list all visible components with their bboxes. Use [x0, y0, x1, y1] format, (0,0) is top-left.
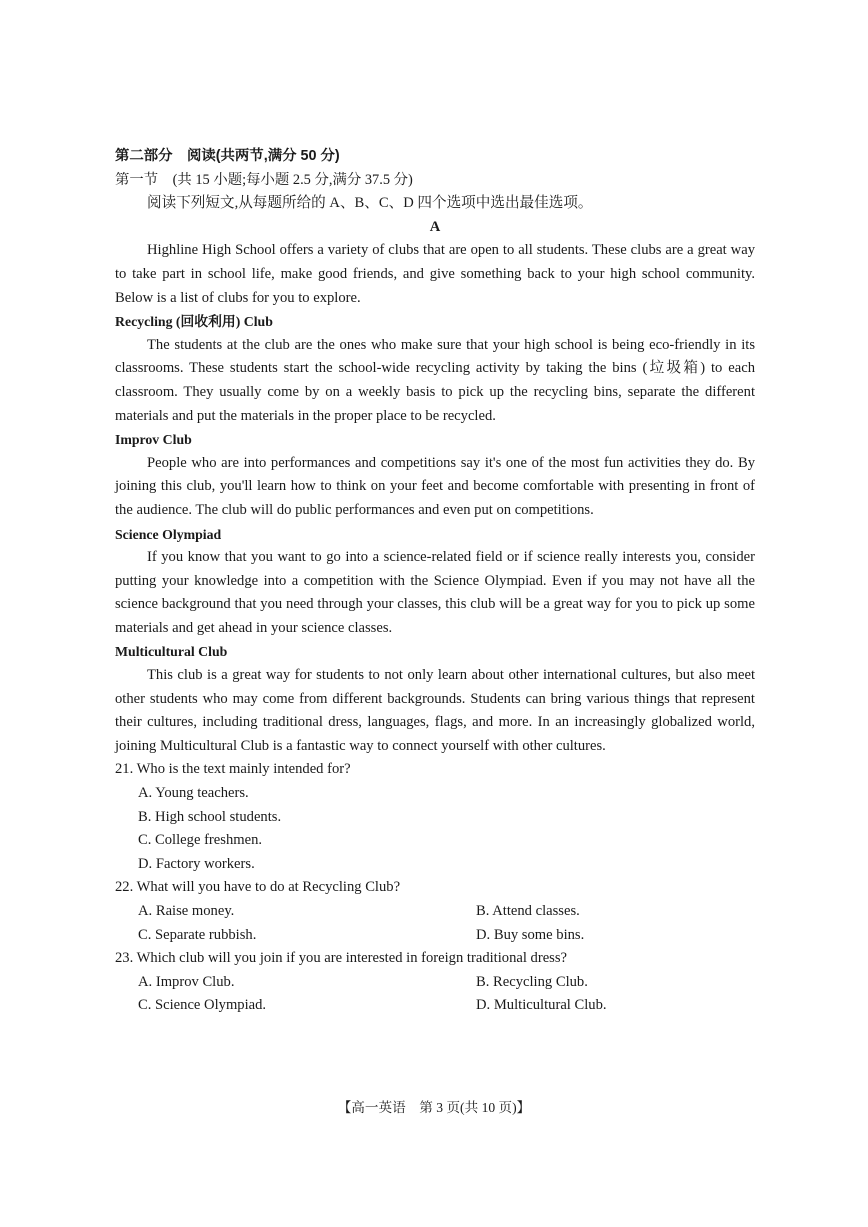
question-22-option-a: A. Raise money. — [138, 903, 235, 919]
club-heading-recycling: Recycling (回收利用) Club — [115, 314, 273, 330]
club-text-multicultural: This club is a great way for students to not only learn about other international cultures, but also meet other students who may come from different backgrounds. Students can bring various things that represent their cultures, including traditional dress, languages, flags, and more. In an increasingly globalized world, joining Multicultural Club is a fantastic way to connect yourself with other cultures. — [115, 667, 755, 754]
exam-page — [115, 145, 755, 1018]
club-text-science-olympiad: If you know that you want to go into a science-related field or if science really interests you, consider putting your knowledge into a competition with the Science Olympiad. Even if you may not have all the science background that you need through your classes, this club will be a great way for you to pick up some materials and get ahead in your science classes. — [115, 549, 755, 636]
question-21-option-d: D. Factory workers. — [138, 855, 255, 872]
question-22-option-d: D. Buy some bins. — [476, 926, 585, 943]
question-23-option-b: B. Recycling Club. — [476, 973, 588, 990]
passage-letter: A — [429, 218, 441, 235]
question-23-options-row-2 — [115, 994, 755, 1018]
question-22-stem: 22. What will you have to do at Recycling Club? — [115, 879, 401, 896]
question-23-options-row-1 — [115, 971, 755, 995]
question-23-stem: 23. Which club will you join if you are interested in foreign traditional dress? — [115, 950, 568, 967]
question-21-option-c: C. College freshmen. — [138, 832, 263, 849]
question-23-option-a: A. Improv Club. — [138, 973, 235, 990]
question-21-stem: 21. Who is the text mainly intended for? — [115, 761, 351, 778]
club-heading-science-olympiad: Science Olympiad — [115, 526, 222, 542]
part-title: 第二部分 阅读(共两节,满分 50 分) — [115, 148, 340, 164]
club-heading-multicultural: Multicultural Club — [115, 644, 228, 660]
instruction-text: 阅读下列短文,从每题所给的 A、B、C、D 四个选项中选出最佳选项。 — [147, 195, 593, 212]
question-22-option-b: B. Attend classes. — [476, 903, 580, 919]
club-text-improv: People who are into performances and competitions say it's one of the most fun activities they do. By joining this club, you'll learn how to think on your feet and become comfortable with presenting in front of the audience. The club will do public performances and even put on competitions. — [115, 454, 755, 518]
question-21-option-a: A. Young teachers. — [138, 785, 249, 802]
question-21-option-b: B. High school students. — [138, 808, 282, 825]
question-23-option-c: C. Science Olympiad. — [138, 997, 267, 1014]
section-title: 第一节 (共 15 小题;每小题 2.5 分,满分 37.5 分) — [115, 171, 413, 188]
question-22-option-c: C. Separate rubbish. — [138, 926, 257, 943]
club-heading-improv: Improv Club — [115, 432, 192, 448]
club-text-recycling: The students at the club are the ones who make sure that your high school is being eco-friendly in its classrooms. These students start the school-wide recycling activity by taking the bins (垃圾箱) to each classroom. They usually come by on a weekly basis to pick up the recycling bins, separate the different materials and put the materials in the proper place to be recycled. — [115, 336, 755, 424]
passage-intro: Highline High School offers a variety of clubs that are open to all students. These clubs are a great way to take part in school life, make good friends, and give something back to your high school community. Below is a list of clubs for you to explore. — [115, 242, 755, 306]
page-footer: 【高一英语 第 3 页(共 10 页)】 — [337, 1100, 531, 1115]
question-23-option-d: D. Multicultural Club. — [476, 997, 607, 1014]
question-22-options-row-1 — [115, 900, 755, 924]
question-22-options-row-2 — [115, 924, 755, 948]
